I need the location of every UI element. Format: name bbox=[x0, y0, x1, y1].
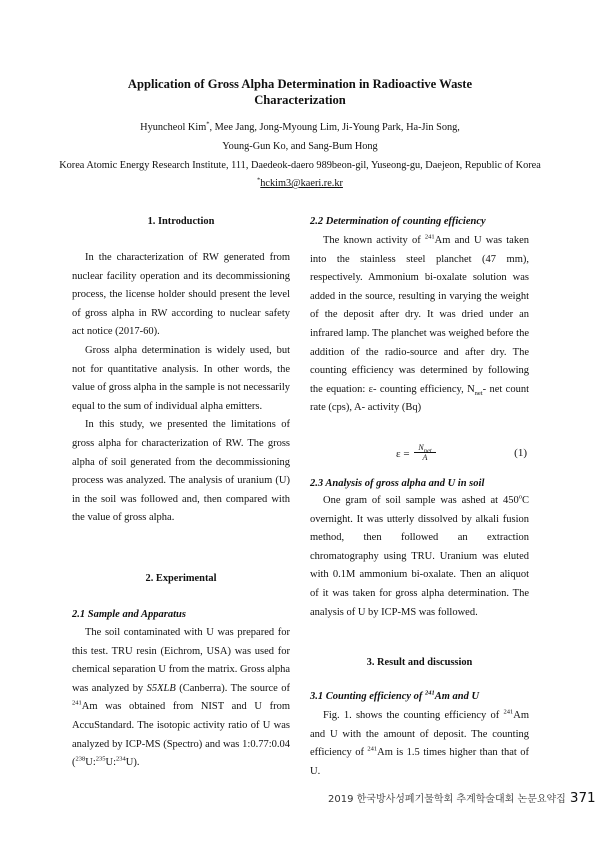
soil-text-a: One gram of soil sample was ashed at 450 bbox=[323, 495, 519, 506]
section-1-heading: 1. Introduction bbox=[147, 216, 215, 227]
equation-numerator bbox=[414, 443, 436, 455]
soil-analysis-paragraph bbox=[310, 492, 529, 622]
am-symbol: Am bbox=[513, 710, 529, 721]
section-2-heading: 2. Experimental bbox=[145, 573, 217, 584]
equation-lhs: ε = bbox=[396, 448, 410, 460]
email-link[interactable]: hckim3@kaeri.re.kr bbox=[260, 178, 343, 189]
section-3-1-heading bbox=[310, 690, 529, 704]
am241-mass: 241 bbox=[367, 745, 378, 753]
am241-mass: 241 bbox=[425, 689, 435, 697]
sec31-title-a: 3.1 Counting efficiency of bbox=[310, 691, 426, 702]
degree-mark: o bbox=[518, 493, 522, 501]
section-2-2-heading: 2.2 Determination of counting efficiency bbox=[310, 216, 486, 227]
am-symbol: Am bbox=[434, 235, 451, 246]
section-2-1-heading: 2.1 Sample and Apparatus bbox=[72, 609, 186, 620]
u238-mass: 238 bbox=[75, 755, 86, 763]
intro-paragraph-1: In the characterization of RW generated from nuclear facility operation and its decommissioning process, the license holder should present the level of gross alpha in RW according to nuclear safety act notice (2017-60). bbox=[72, 252, 290, 338]
u234-mass: 234 bbox=[116, 755, 126, 763]
sample-text-b: (Canberra). The source of bbox=[175, 682, 291, 694]
ce-text-b: and U was taken into the stainless steel planchet (47 mm), respectively. Ammonium bi-oxalate solution was added in the source, resulting in varying the weight of the deposit after dry. It was dried under an infrared lamp. The planchet was weighed before the addition of the radio-source and after dry. The counting efficiency was determined by following the equation: ε- counting efficiency, N bbox=[310, 235, 529, 395]
sample-apparatus-paragraph bbox=[72, 624, 290, 773]
section-1-body bbox=[72, 249, 290, 528]
ratio-colon: : bbox=[113, 757, 117, 769]
am-symbol: Am bbox=[377, 747, 393, 759]
intro-paragraph-3: In this study, we presented the limitations of gross alpha for characterization of RW. The gross alpha of soil generated from the decommissioning process was analyzed. The analysis of uranium (U) in the soil was followed and, then compared with the value of gross alpha. bbox=[72, 419, 290, 524]
u235-mass: 235 bbox=[95, 755, 106, 763]
sample-text-a: The soil contaminated with U was prepared for this test. TRU resin (Eichrom, USA) was used for chemical separation U from the matrix. Gross alpha was analyzed by bbox=[72, 627, 290, 694]
intro-paragraph-2: Gross alpha determination is widely used, but not for quantitative analysis. In other words, the value of gross alpha in the sample is not necessarily equal to the sum of individual alpha emitters. bbox=[72, 344, 290, 412]
sec31-title-b: Am and U bbox=[434, 691, 480, 702]
numerator-subscript: net bbox=[423, 447, 432, 455]
email-line bbox=[40, 177, 560, 191]
net-subscript: net bbox=[474, 389, 483, 397]
sample-text-c: was obtained from NIST and U from AccuStandard. The isotopic activity ratio of U was analyzed by ICP-MS (Spectro) and was 1:0.77:0.04 ( bbox=[72, 701, 290, 769]
am-symbol: Am bbox=[81, 701, 98, 713]
page-footer bbox=[328, 790, 596, 806]
ce-text-a: The known activity of bbox=[323, 235, 425, 246]
u-symbol: U bbox=[105, 757, 114, 769]
authors-line-1 bbox=[40, 121, 560, 135]
soil-text-b: C overnight. It was utterly dissolved by alkali fusion method, then followed an extraction chromatography using TRU. Uranium was eluted with 0.1M ammonium bi-oxalate. Then an aliquot of it was taken for gross alpha determination. The analysis of U by ICP-MS was followed. bbox=[310, 495, 529, 618]
equation-denominator: A bbox=[422, 453, 428, 462]
result-text-b: and U with the amount of deposit. The counting efficiency of bbox=[310, 728, 529, 759]
section-3-heading: 3. Result and discussion bbox=[366, 657, 473, 668]
affiliation: Korea Atomic Energy Research Institute, 111, Daedeok-daero 989beon-gil, Yuseong-gu, Daejeon, Republic of Korea bbox=[59, 160, 541, 171]
am241-mass: 241 bbox=[424, 233, 435, 241]
section-2-1-body bbox=[72, 624, 290, 773]
ratio-colon: : bbox=[92, 757, 96, 769]
authors-line-2: Young-Gun Ko, and Sang-Bum Hong bbox=[222, 141, 378, 152]
equation-fraction bbox=[414, 443, 436, 462]
co-authors: , Mee Jang, Jong-Myoung Lim, Ji-Young Park, Ha-Jin Song, bbox=[209, 122, 460, 133]
title-line-1: Application of Gross Alpha Determination in Radioactive Waste bbox=[127, 77, 473, 91]
u-symbol: U bbox=[125, 757, 134, 769]
section-3-1-body bbox=[310, 707, 529, 781]
corresponding-mark: * bbox=[206, 120, 210, 128]
instrument-name: S5XLB bbox=[146, 682, 176, 694]
sample-text-d: ). bbox=[133, 757, 140, 769]
result-paragraph bbox=[310, 707, 529, 781]
title-line-2: Characterization bbox=[254, 93, 346, 107]
section-2-3-body bbox=[310, 492, 529, 622]
section-2-2-body bbox=[310, 232, 529, 418]
am241-mass: 241 bbox=[72, 699, 82, 707]
first-author: Hyuncheol Kim bbox=[140, 122, 207, 133]
email-mark: * bbox=[257, 176, 261, 184]
result-text-a: Fig. 1. shows the counting efficiency of bbox=[323, 710, 504, 721]
u-symbol: U bbox=[85, 757, 93, 769]
equation-number: (1) bbox=[514, 447, 527, 459]
ce-text-c: - net count rate (cps), A- activity (Bq) bbox=[310, 383, 530, 414]
counting-efficiency-paragraph bbox=[310, 232, 529, 418]
am241-mass: 241 bbox=[503, 708, 514, 716]
paper-title bbox=[70, 76, 530, 108]
result-text-c: is 1.5 times higher than that of U. bbox=[310, 747, 529, 777]
proceedings-name: 2019 한국방사성폐기물학회 추계학술대회 논문요약집 bbox=[328, 794, 566, 805]
numerator-symbol: N bbox=[418, 443, 424, 452]
section-2-3-heading: 2.3 Analysis of gross alpha and U in soil bbox=[310, 478, 485, 489]
equation-1 bbox=[310, 443, 529, 465]
page-number: 371 bbox=[569, 790, 596, 806]
